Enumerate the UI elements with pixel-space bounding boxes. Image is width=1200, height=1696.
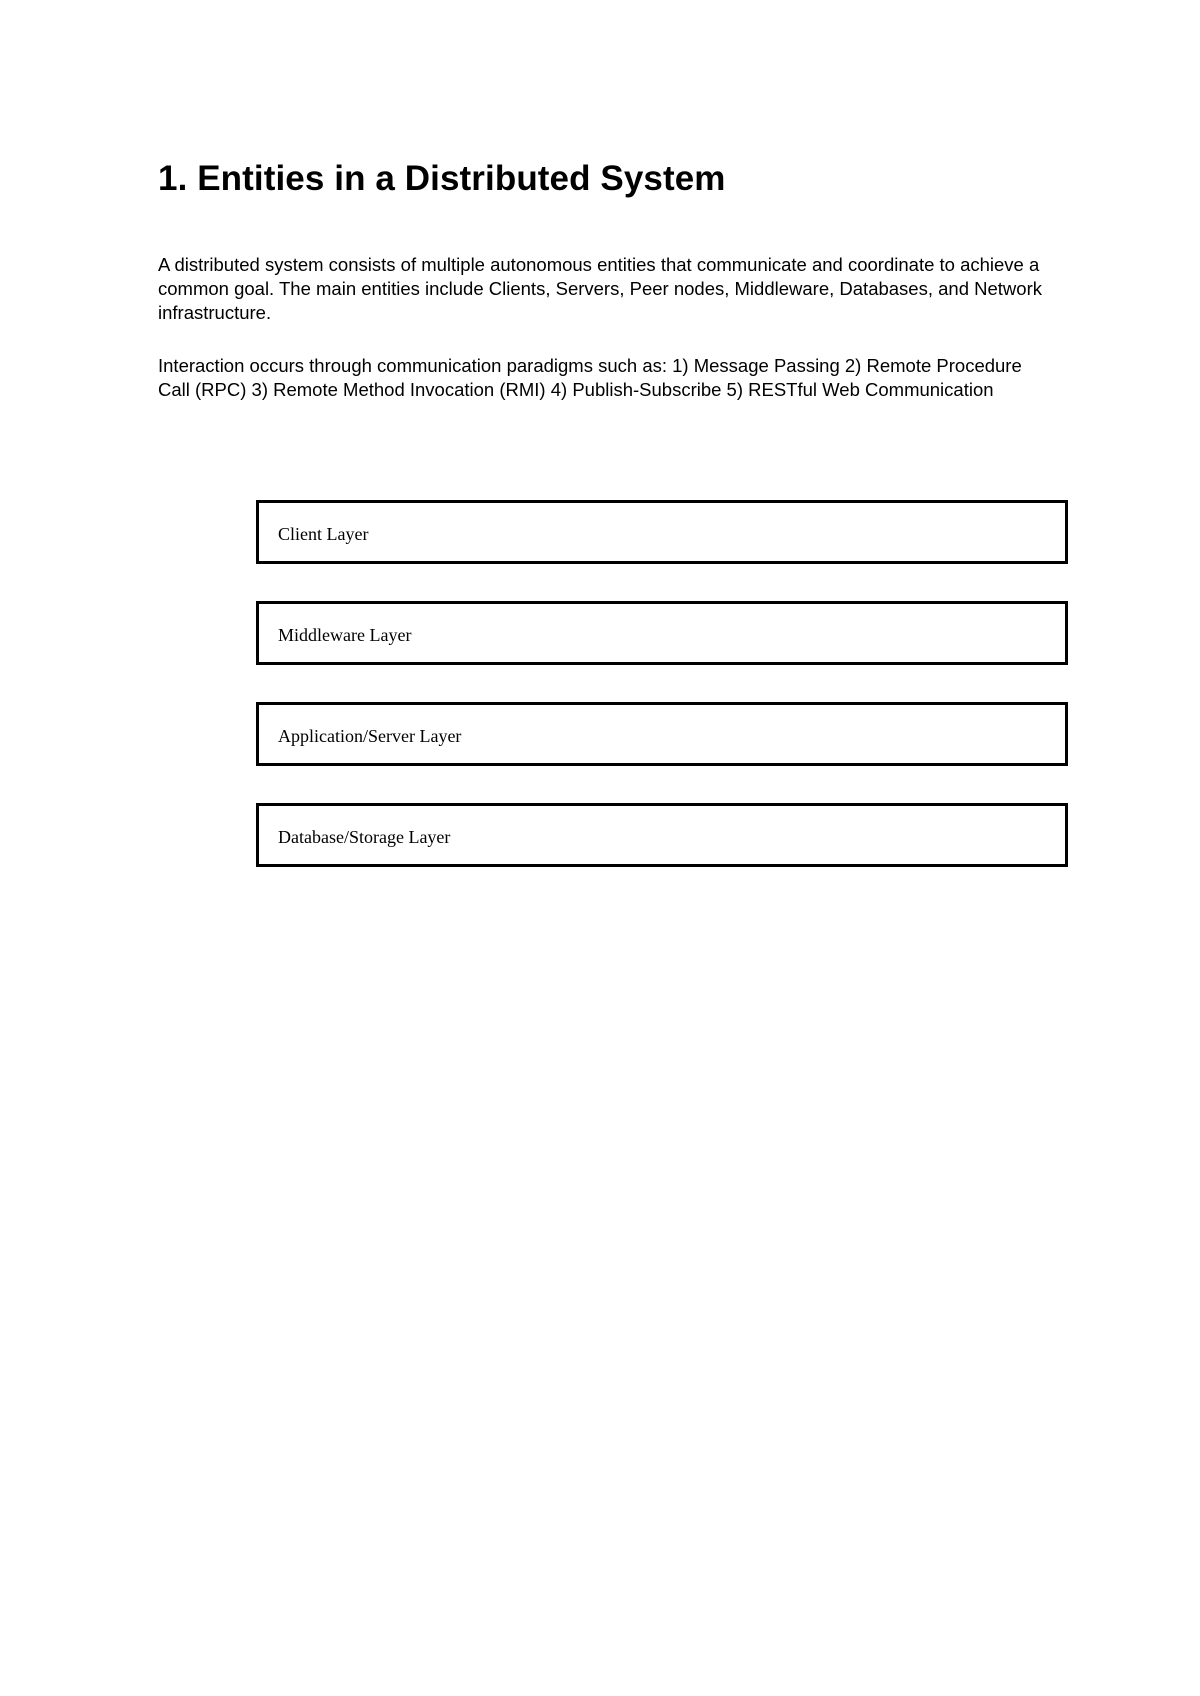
middleware-layer-box [256,601,1068,665]
database-storage-layer-box [256,803,1068,867]
application-server-layer-box [256,702,1068,766]
layer-diagram [256,500,1068,867]
paradigms-paragraph: Interaction occurs through communication paradigms such as: 1) Message Passing 2) Remote Procedure Call (RPC) 3) Remote Method Invocation (RMI) 4) Publish-Subscribe 5) RESTful Web Communication [158,355,1022,400]
application-server-layer-label: Application/Server Layer [278,726,462,746]
intro-paragraph: A distributed system consists of multiple autonomous entities that communicate and coordinate to achieve a common goal. The main entities include Clients, Servers, Peer nodes, Middleware, Databases, and Network infrastructure. [158,254,1042,323]
section-heading: 1. Entities in a Distributed System [158,159,726,198]
middleware-layer-label: Middleware Layer [278,625,412,645]
document-page [158,158,1058,402]
client-layer-box [256,500,1068,564]
client-layer-label: Client Layer [278,524,369,544]
database-storage-layer-label: Database/Storage Layer [278,827,451,847]
